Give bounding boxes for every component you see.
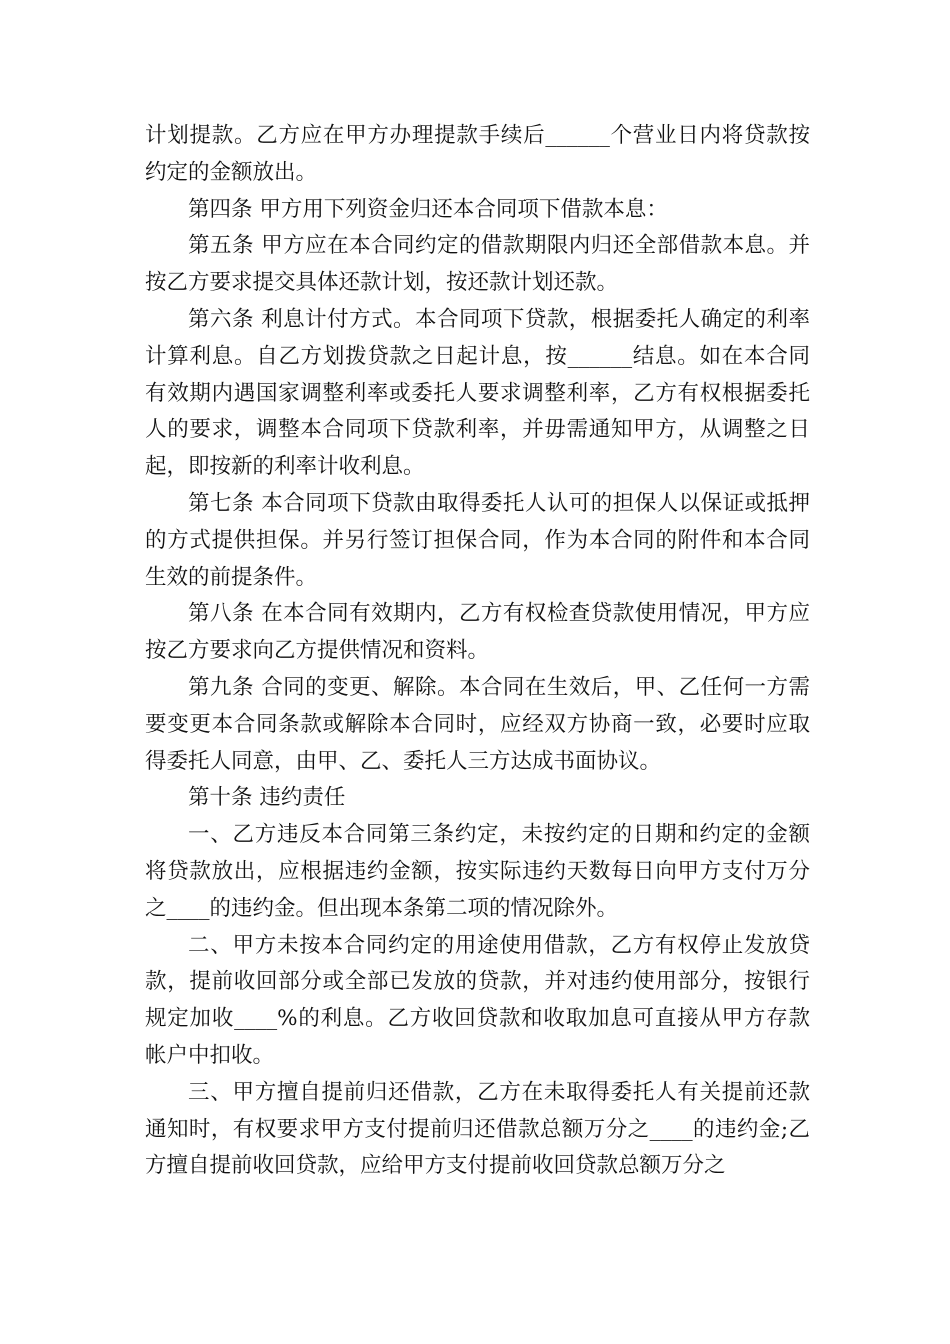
- paragraph-article-7: 第七条 本合同项下贷款由取得委托人认可的担保人以保证或抵押的方式提供担保。并另行签订担保合同，作为本合同的附件和本合同生效的前提条件。: [145, 490, 810, 590]
- paragraph-article-6: 第六条 利息计付方式。本合同项下贷款，根据委托人确定的利率计算利息。自乙方划拨贷款之日起计息，按______结息。如在本合同有效期内遇国家调整利率或委托人要求调整利率，乙方有权根据委托人的要求，调整本合同项下贷款利率，并毋需通知甲方，从调整之日起，即按新的利率计收利息。: [145, 306, 810, 480]
- paragraph-article-8: 第八条 在本合同有效期内，乙方有权检查贷款使用情况，甲方应按乙方要求向乙方提供情况和资料。: [145, 601, 810, 664]
- paragraph-article-4: 第四条 甲方用下列资金归还本合同项下借款本息：: [188, 196, 668, 222]
- document-body: [145, 118, 810, 1185]
- paragraph-article-5: 第五条 甲方应在本合同约定的借款期限内归还全部借款本息。并按乙方要求提交具体还款计划，按还款计划还款。: [145, 233, 810, 296]
- paragraph-continuation: 计划提款。乙方应在甲方办理提款手续后______个营业日内将贷款按约定的金额放出。: [145, 123, 810, 185]
- paragraph-article-9: 第九条 合同的变更、解除。本合同在生效后，甲、乙任何一方需要变更本合同条款或解除本合同时，应经双方协商一致，必要时应取得委托人同意，由甲、乙、委托人三方达成书面协议。: [145, 674, 810, 774]
- paragraph-liability-3: 三、甲方擅自提前归还借款，乙方在未取得委托人有关提前还款通知时，有权要求甲方支付提前归还借款总额万分之____的违约金;乙方擅自提前收回贷款，应给甲方支付提前收回贷款总额万分之: [145, 1079, 810, 1179]
- paragraph-article-10-heading: 第十条 违约责任: [188, 785, 346, 811]
- paragraph-liability-1: 一、乙方违反本合同第三条约定，未按约定的日期和约定的金额将贷款放出，应根据违约金额，按实际违约天数每日向甲方支付万分之____的违约金。但出现本条第二项的情况除外。: [145, 822, 810, 921]
- paragraph-liability-2: 二、甲方未按本合同约定的用途使用借款，乙方有权停止发放贷款，提前收回部分或全部已发放的贷款，并对违约使用部分，按银行规定加收____%的利息。乙方收回贷款和收取加息可直接从甲方存款帐户中扣收。: [145, 932, 810, 1068]
